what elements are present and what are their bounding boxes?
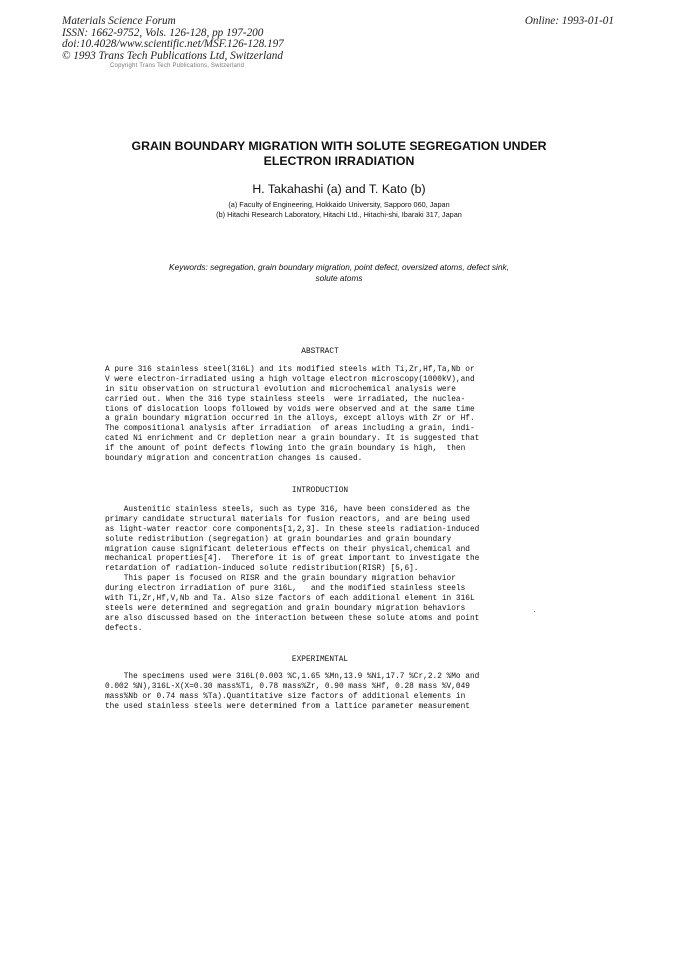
text-line: in situ observation on structural evolution and microchemical analysis were bbox=[105, 385, 456, 394]
experimental-text bbox=[105, 673, 535, 713]
keywords-line: solute atoms bbox=[315, 272, 363, 283]
doi-line: doi:10.4028/www.scientific.net/MSF.126-128.197 bbox=[62, 38, 284, 50]
paper-title bbox=[90, 139, 588, 169]
affiliation-b: (b) Hitachi Research Laboratory, Hitachi Ltd., Hitachi-shi, Ibaraki 317, Japan bbox=[216, 210, 462, 219]
text-line: a grain boundary migration occurred in the alloys, except alloys with Zr or Hf. bbox=[105, 415, 475, 424]
text-line: the used stainless steels were determined from a lattice parameter measurement bbox=[105, 702, 470, 711]
text-line: mass%Nb or 0.74 mass %Ta).Quantitative size factors of additional elements in bbox=[105, 692, 466, 701]
abstract-text bbox=[105, 366, 535, 465]
text-line: tions of dislocation loops followed by voids were observed and at the same time bbox=[105, 405, 475, 414]
publisher-line: © 1993 Trans Tech Publications Ltd, Switzerland bbox=[62, 49, 283, 62]
text-line: carried out. When the 316 type stainless steels were irradiated, the nuclea- bbox=[105, 395, 466, 404]
affiliation-a: (a) Faculty of Engineering, Hokkaido University, Sapporo 060, Japan bbox=[228, 200, 450, 209]
keywords bbox=[110, 262, 568, 283]
online-date: Online: 1993-01-01 bbox=[524, 15, 614, 27]
text-line: The compositional analysis after irradiation of areas including a grain, indi- bbox=[105, 425, 475, 434]
text-line: solute redistribution (segregation) at grain boundaries and grain boundary bbox=[105, 535, 452, 544]
introduction-heading: INTRODUCTION bbox=[291, 487, 349, 495]
text-line: if the amount of point defects flowing into the grain boundary is high, then bbox=[105, 445, 466, 454]
text-line: defects. bbox=[105, 624, 143, 633]
text-line: A pure 316 stainless steel(316L) and its modified steels with Ti,Zr,Hf,Ta,Nb or bbox=[105, 366, 475, 374]
abstract-heading: ABSTRACT bbox=[301, 348, 339, 356]
text-line: during electron irradiation of pure 316L, and the modified stainless steels bbox=[105, 585, 466, 594]
text-line: are also discussed based on the interaction between these solute atoms and point bbox=[105, 614, 480, 623]
text-line: with Ti,Zr,Hf,V,Nb and Ta. Also size factors of each additional element in 316L bbox=[105, 595, 475, 604]
text-line: 0.002 %N),316L-X(X=0.30 mass%Ti, 0.78 mass%Zr, 0.90 mass %Hf, 0.28 mass %V,049 bbox=[105, 682, 470, 691]
title-line: ELECTRON IRRADIATION bbox=[263, 154, 415, 168]
text-line: retardation of radiation-induced solute redistribution(RISR) [5,6]. bbox=[105, 565, 419, 574]
text-line: mechanical properties[4]. Therefore it is of great important to investigate the bbox=[105, 555, 480, 564]
journal-header bbox=[62, 16, 382, 62]
text-line: The specimens used were 316L(0.003 %C,1.65 %Mn,13.9 %Ni,17.7 %Cr,2.2 %Mo and bbox=[105, 673, 480, 681]
authors: H. Takahashi (a) and T. Kato (b) bbox=[252, 182, 426, 196]
faint-copyright-stamp: Copyright Trans Tech Publications, Switzerland bbox=[110, 63, 245, 69]
text-line: This paper is focused on RISR and the grain boundary migration behavior bbox=[105, 575, 456, 584]
issn-line: ISSN: 1662-9752, Vols. 126-128, pp 197-200 bbox=[62, 26, 264, 39]
text-line: primary candidate structural materials for fusion reactors, and are being used bbox=[105, 515, 470, 524]
text-line: cated Ni enrichment and Cr depletion near a grain boundary. It is suggested that bbox=[105, 435, 480, 444]
text-line: steels were determined and segregation and grain boundary migration behaviors bbox=[105, 604, 466, 613]
introduction-text bbox=[105, 506, 535, 635]
text-line: V were electron-irradiated using a high voltage electron microscopy(1000kV),and bbox=[105, 375, 475, 384]
text-line: Austenitic stainless steels, such as type 316, have been considered as the bbox=[105, 506, 470, 514]
keywords-line: Keywords: segregation, grain boundary migration, point defect, oversized atoms, defect sink, bbox=[169, 262, 509, 272]
text-line: boundary migration and concentration changes is caused. bbox=[105, 455, 363, 464]
text-line: migration cause significant deleterious effects on their physical,chemical and bbox=[105, 545, 470, 554]
title-line: GRAIN BOUNDARY MIGRATION WITH SOLUTE SEGREGATION UNDER bbox=[131, 139, 547, 153]
text-line: as light-water reactor core components[1,2,3]. In these steels radiation-induced bbox=[105, 525, 480, 534]
experimental-heading: EXPERIMENTAL bbox=[291, 656, 349, 664]
journal-name: Materials Science Forum bbox=[62, 15, 176, 27]
stray-mark bbox=[534, 611, 535, 612]
